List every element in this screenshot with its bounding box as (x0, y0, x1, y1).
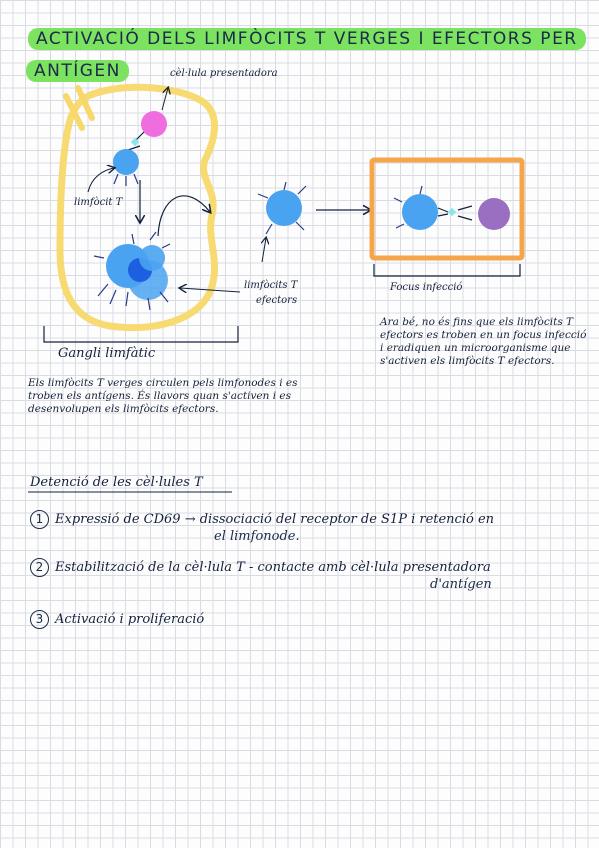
t-cell-label: limfòcit T (74, 197, 123, 208)
detection-item-text: Expressió de CD69 → dissociació del receptor de S1P i retenció en (55, 512, 495, 527)
effector-label-line1: limfòcits T (244, 280, 298, 291)
infection-focus-label: Focus infecció (390, 282, 463, 293)
detection-item-3 (30, 610, 204, 629)
lymph-node-label: Gangli limfàtic (58, 346, 156, 361)
detection-item-2 (30, 558, 491, 577)
detection-item-text: Estabilització de la cèl·lula T - contacte amb cèl·lula presentadora (55, 560, 491, 575)
detection-heading: Detenció de les cèl·lules T (30, 475, 203, 490)
effector-t-cell (266, 190, 302, 226)
detection-item-1-continuation: el limfonode. (214, 529, 300, 544)
pathogen (478, 198, 510, 230)
number-badge: 3 (30, 610, 49, 629)
lymph-node-note: Els limfòcits T verges circulen pels limfonodes i es troben els antígens. És llavors quan s'activen i es desenvolupen els limfòcits efectors. (28, 377, 298, 415)
detection-item-1 (30, 510, 494, 529)
title-line-1: ACTIVACIÓ DELS LIMFÒCITS T VERGES I EFECTORS PER (28, 28, 586, 50)
apc-label: cèl·lula presentadora (170, 68, 278, 79)
apc-cell (141, 111, 167, 137)
detection-item-2-continuation: d'antígen (430, 577, 492, 592)
detection-item-text: Activació i proliferació (55, 612, 205, 627)
title-line-2: ANTÍGEN (26, 60, 129, 82)
focus-t-cell (402, 194, 438, 230)
number-badge: 1 (30, 510, 49, 529)
infection-focus-note: Ara bé, no és fins que els limfòcits T efectors es troben en un focus infecció i eradiquen un microorganisme que s'activen els limfòcits T efectors. (380, 316, 587, 367)
effector-label-line2: efectors (256, 295, 298, 306)
naive-t-cell (113, 149, 139, 175)
number-badge: 2 (30, 558, 49, 577)
focus-bracket (374, 264, 520, 276)
